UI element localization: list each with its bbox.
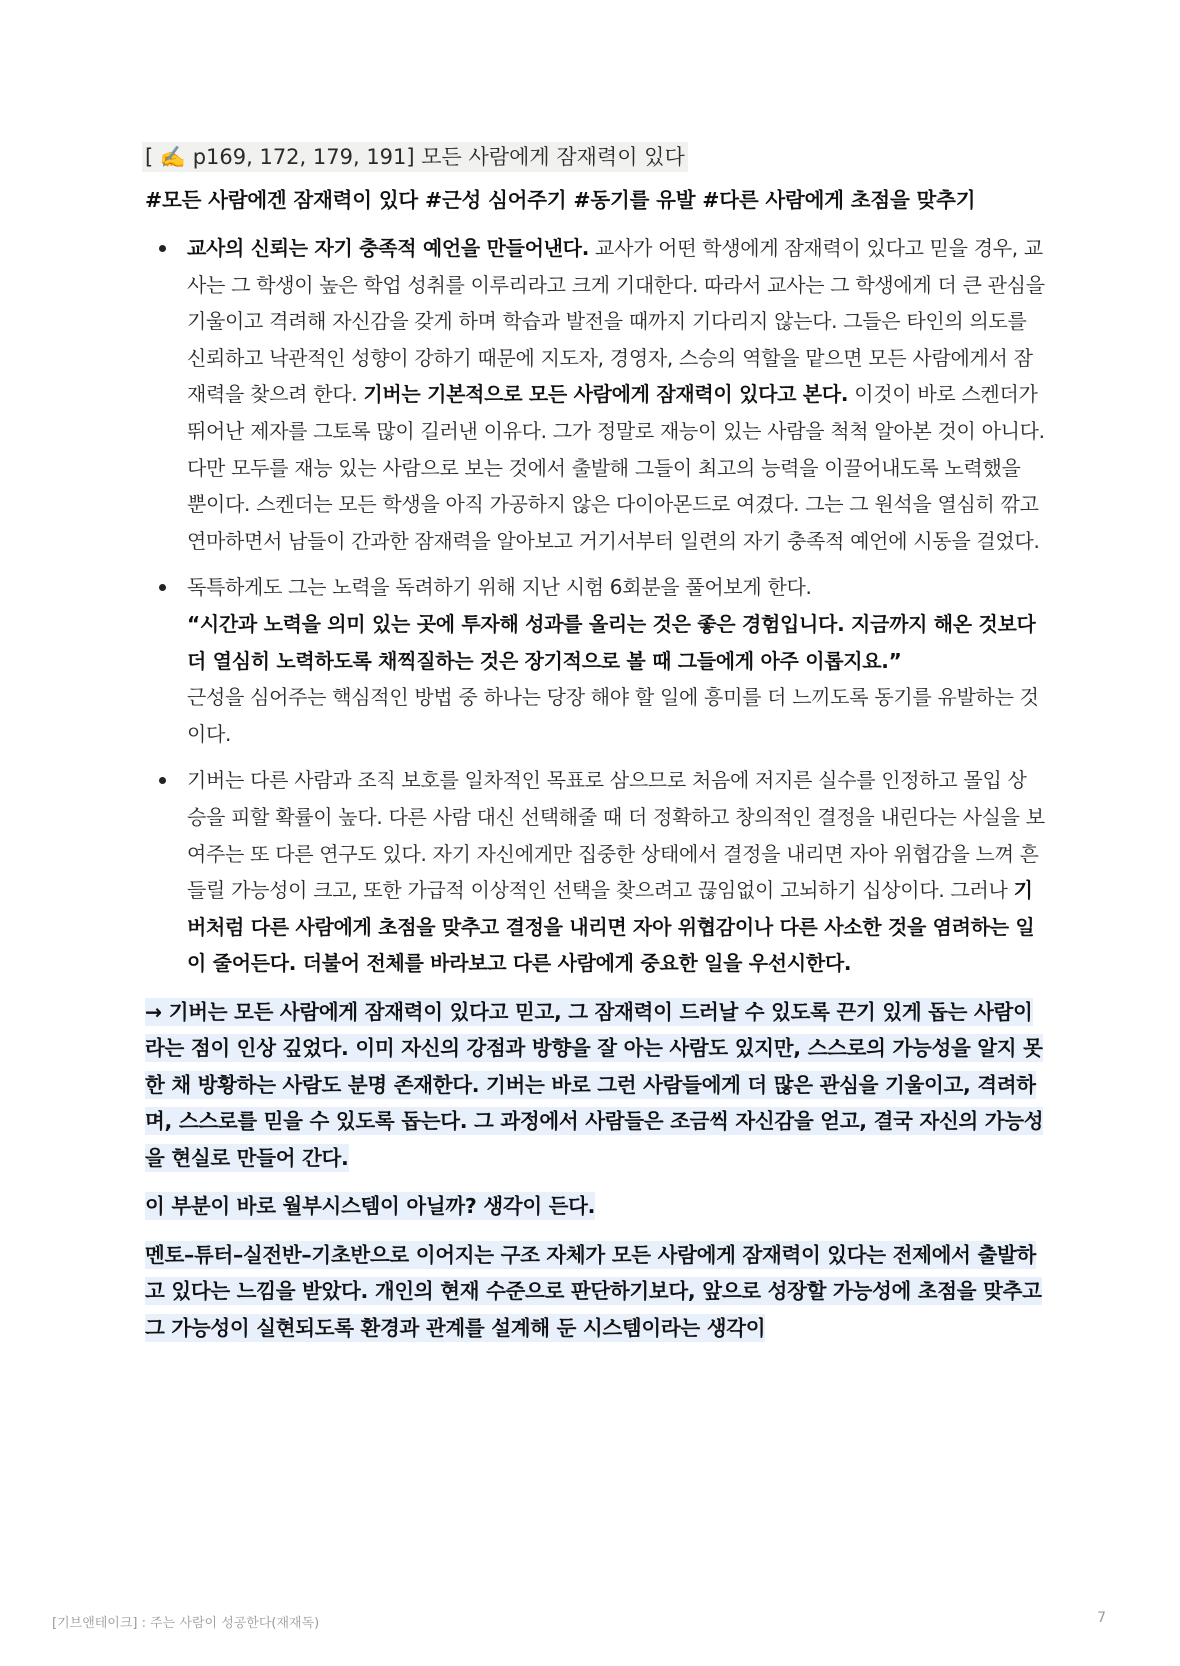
list-item [145, 230, 1045, 559]
body-text: 교사가 어떤 학생에게 잠재력이 있다고 믿을 경우, 교사는 그 학생이 높은 학업 성취를 이루리라고 크게 기대한다. 따라서 교사는 그 학생에게 더 큰 관심을 기울이고 격려해 자신감을 갖게 하며 학습과 발전을 때까지 기다리지 않는다. 그들은 타인의 의도를 신뢰하고 낙관적인 성향이 강하기 때문에 지도자, 경영자, 스승의 역할을 맡으면 모든 사람에게서 잠재력을 찾으려 한다. [187, 236, 1045, 407]
bullet-list [145, 230, 1045, 982]
list-item [145, 569, 1045, 752]
hashtags: #모든 사람에겐 잠재력이 있다 #근성 심어주기 #동기를 유발 #다른 사람에게 초점을 맞추기 [145, 188, 976, 212]
reflection-paragraph [145, 1188, 1045, 1225]
bold-text: 기버처럼 다른 사람에게 초점을 맞추고 결정을 내리면 자아 위협감이나 다른 사소한 것을 염려하는 일이 줄어든다. 더불어 전체를 바라보고 다른 사람에게 중요한 일을 우선시한다. [187, 878, 1035, 976]
highlighted-text: → 기버는 모든 사람에게 잠재력이 있다고 믿고, 그 잠재력이 드러날 수 있도록 끈기 있게 돕는 사람이라는 점이 인상 깊었다. 이미 자신의 강점과 방향을 잘 아는 사람도 있지만, 스스로의 가능성을 알지 못한 채 방황하는 사람도 분명 존재한다. 기버는 바로 그런 사람들에게 더 많은 관심을 기울이고, 격려하며, 스스로를 믿을 수 있도록 돕는다. 그 과정에서 사람들은 조금씩 자신감을 얻고, 결국 자신의 가능성을 현실로 만들어 간다. [145, 999, 1044, 1170]
reflection-paragraph [145, 1237, 1045, 1347]
body-text: 기버는 다른 사람과 조직 보호를 일차적인 목표로 삼으므로 처음에 저지른 실수를 인정하고 몰입 상승을 피할 확률이 높다. 다른 사람 대신 선택해줄 때 더 정확하고 창의적인 결정을 내린다는 사실을 보여주는 또 다른 연구도 있다. 자기 자신에게만 집중한 상태에서 결정을 내리면 자아 위협감을 느껴 흔들릴 가능성이 크고, 또한 가급적 이상적인 선택을 찾으려고 끊임없이 고뇌하기 십상이다. 그러나 [187, 768, 1045, 903]
section-heading-text: [ ✍️ p169, 172, 179, 191] 모든 사람에게 잠재력이 있다 [142, 142, 688, 172]
page-number: 7 [1097, 1610, 1106, 1626]
body-text: 이것이 바로 스켄더가 뛰어난 제자를 그토록 많이 길러낸 이유다. 그가 정말로 재능이 있는 사람을 척척 알아본 것이 아니다. 다만 모두를 재능 있는 사람으로 보는 것에서 출발해 그들이 최고의 능력을 이끌어내도록 노력했을 뿐이다. 스켄더는 모든 학생을 아직 가공하지 않은 다이아몬드로 여겼다. 그는 그 원석을 열심히 깎고 연마하면서 남들이 간과한 잠재력을 알아보고 거기서부터 일련의 자기 충족적 예언에 시동을 걸었다. [187, 382, 1045, 553]
footer-title: [기브앤테이크] : 주는 사람이 성공한다(재재독) [52, 1616, 320, 1631]
body-text: 독특하게도 그는 노력을 독려하기 위해 지난 시험 6회분을 풀어보게 한다. [187, 575, 812, 600]
highlighted-text: 이 부분이 바로 월부시스템이 아닐까? 생각이 든다. [145, 1194, 596, 1219]
quote-text: “시간과 노력을 의미 있는 곳에 투자해 성과를 올리는 것은 좋은 경험입니다. 지금까지 해온 것보다 더 열심히 노력하도록 채찍질하는 것은 장기적으로 볼 때 그들에게 아주 이롭지요.” [187, 611, 1036, 673]
highlighted-text: 멘토–튜터–실전반–기초반으로 이어지는 구조 자체가 모든 사람에게 잠재력이 있다는 전제에서 출발하고 있다는 느낌을 받았다. 개인의 현재 수준으로 판단하기보다, 앞으로 성장할 가능성에 초점을 맞추고 그 가능성이 실현되도록 환경과 관계를 설계해 둔 시스템이라는 생각이 [145, 1242, 1042, 1340]
section-heading [145, 142, 1045, 172]
list-item [145, 762, 1045, 982]
reflection-paragraph [145, 994, 1045, 1177]
page-content [145, 142, 1045, 1346]
bold-text: 기버는 기본적으로 모든 사람에게 잠재력이 있다고 본다. [363, 382, 849, 407]
bold-text: 교사의 신뢰는 자기 충족적 예언을 만들어낸다. [187, 236, 589, 260]
body-text: 근성을 심어주는 핵심적인 방법 중 하나는 당장 해야 할 일에 흥미를 더 느끼도록 동기를 유발하는 것이다. [187, 685, 1039, 746]
